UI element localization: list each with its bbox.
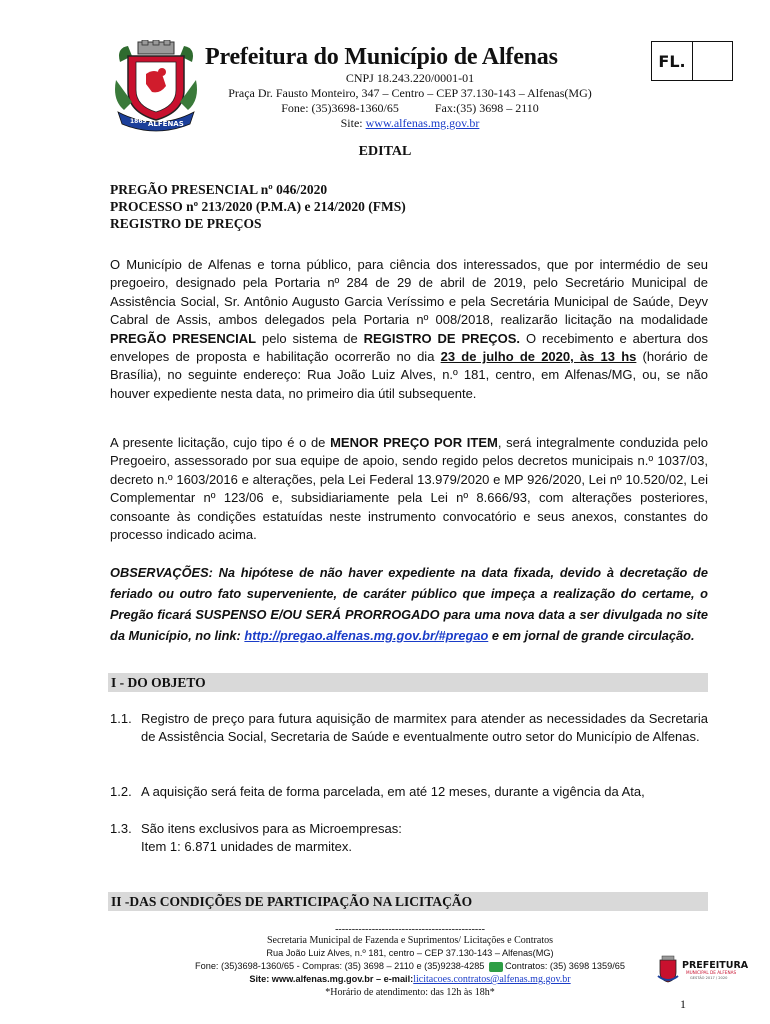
section-heading-objeto: I - DO OBJETO [108, 673, 708, 692]
fl-blank-cell [693, 42, 732, 80]
item-subtext: Item 1: 6.871 unidades de marmitex. [141, 839, 353, 855]
municipal-crest-logo [110, 40, 202, 132]
fl-stamp-box [651, 41, 733, 81]
intro-paragraph [110, 256, 708, 403]
page-title: Prefeitura do Município de Alfenas [205, 44, 558, 70]
whatsapp-icon [489, 962, 503, 972]
p2-text-c: , será integralmente conduzida pelo Pregoeiro, assessorado por sua equipe de apoio, sendo regido pelos decretos municipais n.º 1037/03, decreto n.º 1603/2016 e alterações, pela Lei Federal 13.979/2020 e MP 926/2020, Lei nº 10.520/02, Lei Complementar nº 123/06 e, subsidiariamente pela Lei nº 8.666/93, com alterações posteriores, consoante às condições estatuídas neste instrumento convocatório e seus anexos, constantes do processo indicado acima. [110, 435, 708, 543]
p1-text-g: (horário de Brasília), no seguinte endereço: Rua João Luiz Alves, n.º 181, centro, em Alfenas/MG, ou, se não houver expediente nesta data, no primeiro dia útil subsequente. [110, 349, 708, 401]
pregao-link[interactable]: http://pregao.alfenas.mg.gov.br/#pregao [244, 628, 489, 643]
p1-text-c: pelo sistema de [256, 330, 364, 346]
footer-contracts: Contratos: (35) 3698 1359/65 [504, 961, 626, 971]
p1-text-e: O recebimento e abertura dos envelopes de proposta e habilitação ocorrerão no dia [110, 330, 708, 365]
p2-text-a: A presente licitação, cujo tipo é o de [110, 435, 331, 450]
header-address: Praça Dr. Fausto Monteiro, 347 – Centro – CEP 37.130-143 – Alfenas(MG) [228, 86, 592, 100]
obs-text-a: OBSERVAÇÕES: Na hipótese de não haver expediente na data fixada, devido à decretação de feriado ou outro fato superveniente, de caráter público que impeça a realização do certame, o Pregão ficará SUSPENSO E/OU SERÁ PRORROGADO para uma nova data a ser divulgada no site da Município, no link: [110, 565, 708, 643]
footer-logo-dates: GESTÃO 2017 / 2020 [690, 976, 728, 980]
obs-text-b: e em jornal de grande circulação. [488, 628, 695, 643]
item-number: 1.2. [110, 784, 132, 799]
registro-precos: REGISTRO DE PREÇOS [110, 216, 262, 231]
header-fax: Fax:(35) 3698 – 2110 [434, 101, 539, 115]
header-site-link[interactable]: www.alfenas.mg.gov.br [365, 116, 480, 130]
p1-text-a: O Município de Alfenas e torna público, para ciência dos interessados, que por intermédio de seu pregoeiro, designado pela Portaria nº 284 de 29 de abril de 2019, pelo Secretário Municipal de Assistência Social, Sr. Antônio Augusto Garcia Veríssimo e pela Secretária Municipal de Saúde, Deyv Cabral de Assis, ambos delegados pela Portaria nº 008/2018, realizarão licitação na modalidade [110, 257, 708, 328]
prefeitura-footer-logo [656, 954, 756, 984]
item-number: 1.1. [110, 711, 132, 726]
list-item [110, 820, 708, 857]
footer-logo-sub: MUNICIPAL DE ALFENAS [686, 970, 737, 975]
crest-year: 1869 [130, 118, 147, 125]
p1-date: 23 de julho de 2020, às 13 hs [440, 349, 637, 365]
header-cnpj: CNPJ 18.243.220/0001-01 [345, 71, 475, 85]
footer-phones [150, 960, 670, 973]
p2-tipo: MENOR PREÇO POR ITEM [330, 435, 498, 450]
crest-text: ALFENAS [148, 120, 184, 128]
footer-department: Secretaria Municipal de Fazenda e Suprimentos/ Licitações e Contratos [266, 935, 553, 946]
list-item [110, 710, 708, 747]
footer-site [150, 973, 670, 986]
observations-paragraph [110, 562, 708, 646]
header-site-label: Site: [340, 116, 366, 130]
p1-sistema: REGISTRO DE PREÇOS. [363, 330, 521, 346]
item-text: A aquisição será feita de forma parcelada, em até 12 meses, durante a vigência da Ata, [141, 784, 645, 799]
header-phone: Fone: (35)3698-1360/65 [281, 101, 399, 115]
processo-number: PROCESSO nº 213/2020 (P.M.A) e 214/2020 (FMS) [110, 199, 406, 214]
header-site [190, 116, 630, 131]
fl-label: FL. [652, 42, 693, 80]
footer-email-link[interactable]: licitacoes.contratos@alfenas.mg.gov.br [413, 974, 571, 985]
p1-modalidade: PREGÃO PRESENCIAL [110, 330, 257, 346]
section-heading-participacao: II -DAS CONDIÇÕES DE PARTICIPAÇÃO NA LICITAÇÃO [108, 892, 708, 911]
page-number: 1 [680, 997, 686, 1011]
scope-paragraph [110, 434, 708, 544]
item-text: São itens exclusivos para as Microempresas: [141, 821, 402, 836]
header-phones [190, 101, 630, 116]
footer-hours: *Horário de atendimento: das 12h às 18h* [325, 987, 495, 998]
footer-logo-title: PREFEITURA [682, 960, 749, 971]
footer-rule: --------------------------------------------- [335, 924, 485, 935]
item-number: 1.3. [110, 821, 132, 836]
footer-phone-text: Fone: (35)3698-1360/65 - Compras: (35) 3698 – 2110 e (35)9238-4285 [194, 961, 485, 971]
pregao-number: PREGÃO PRESENCIAL nº 046/2020 [110, 182, 328, 197]
footer-address: Rua João Luiz Alves, n.º 181, centro – CEP 37.130-143 – Alfenas(MG) [266, 948, 554, 958]
document-heading: EDITAL [358, 144, 412, 159]
footer-site-text: Site: www.alfenas.mg.gov.br – e-mail: [249, 974, 414, 984]
list-item [110, 783, 708, 801]
item-text: Registro de preço para futura aquisição de marmitex para atender as necessidades da Secretaria de Assistência Social, Secretaria de Saúde e eventualmente outro setor do Município de Alfenas. [141, 711, 708, 745]
